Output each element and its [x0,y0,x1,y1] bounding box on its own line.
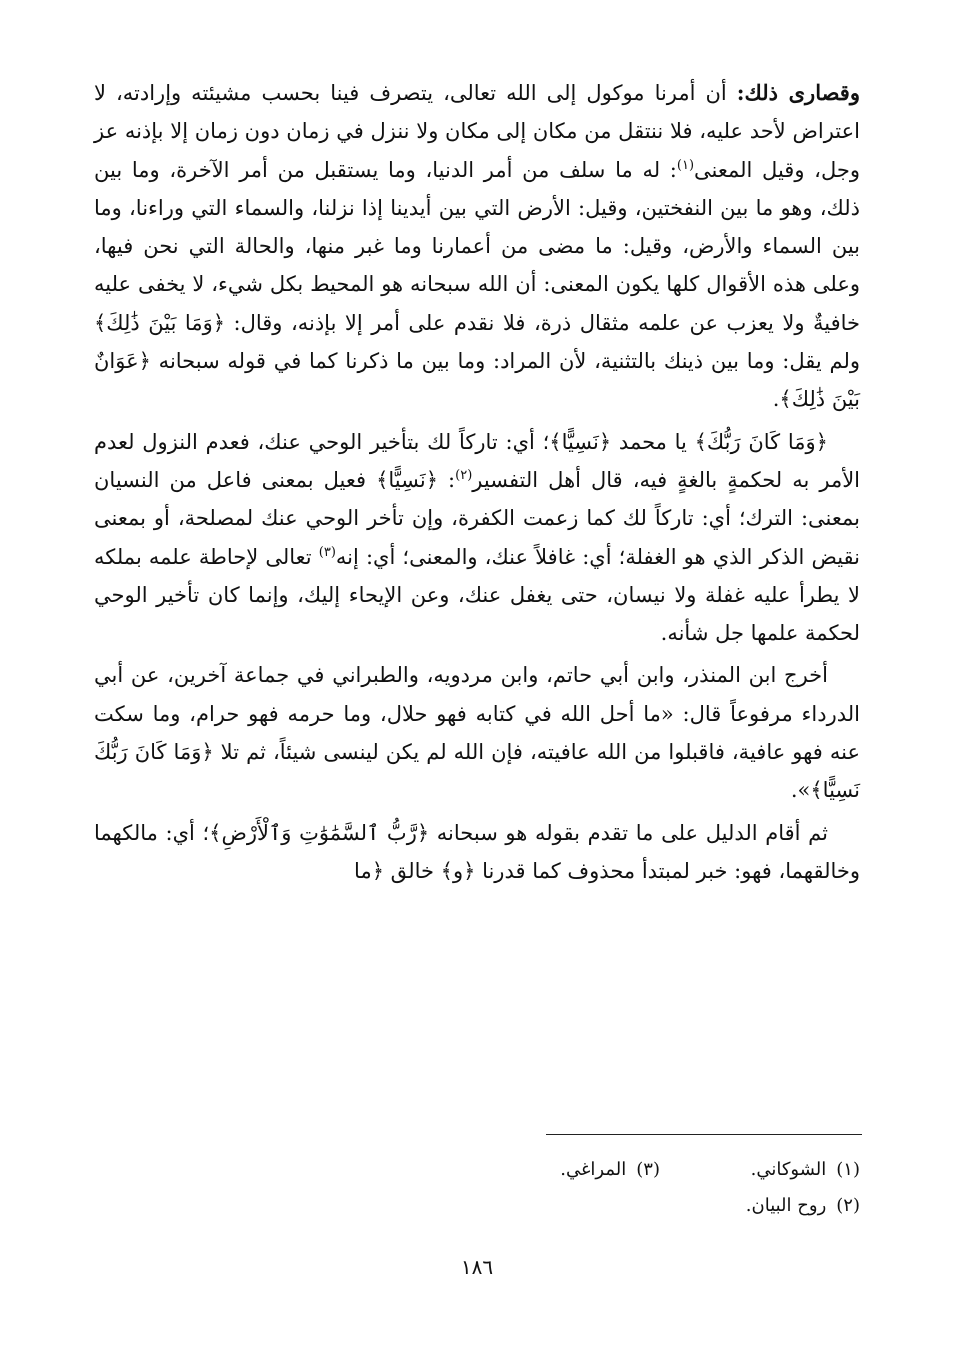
footnote-ref-2: (٢) [455,467,473,483]
footnote-number: (٢) [836,1195,860,1216]
footnotes [94,1152,860,1224]
footnote-row [94,1152,860,1188]
footnote-text: روح البيان. [745,1195,827,1216]
paragraph-3 [94,656,860,809]
footnote-row [94,1188,860,1224]
paragraph-text: : ﴿نَسِيًّا﴾ فعيل بمعنى فاعل من النسيان بمعنى: الترك؛ أي: تاركاً لك كما زعمت الكفرة، وإن تأخر الوحي عنك لمصلحة، أو بمعنى نقيض الذكر الذي هو الغفلة؛ أي: غافلاً عنك، والمعنى؛ أي: إنه [94,467,860,569]
paragraph-4 [94,814,860,891]
main-text [94,74,860,894]
footnote-text: المراغي. [560,1159,627,1180]
footnote-1 [660,1152,860,1188]
paragraph-text: تعالى لإحاطة علمه بملكه لا يطرأ عليه غفلة ولا نيسان، حتى يغفل عنك، وعن الإيحاء إليك، وإنما كان تأخير الوحي لحكمة علمها جل شأنه. [94,544,860,646]
paragraph-1 [94,74,860,419]
footnote-divider [546,1134,862,1135]
paragraph-text: ﴿وَمَا كَانَ رَبُّكَ﴾ يا محمد ﴿نَسِيًّا﴾؛ أي: تاركاً لك بتأخير الوحي عنك، فعدم النزول لعدم الأمر به لحكمةٍ بالغةٍ فيه، قال أهل التفسير [94,429,861,492]
paragraph-2 [94,423,860,653]
paragraph-text: : له ما سلف من أمر الدنيا، وما يستقبل من أمر الآخرة، وما بين ذلك، وهو ما بين النفختين، وقيل: الأرض التي بين أيدينا إذا نزلنا، والسماء التي وراءنا، وما بين السماء والأرض، وقيل: ما مضى من أعمارنا وما غبر منها، والحالة التي نحن فيها، وعلى هذه الأقوال كلها يكون المعنى: أن الله سبحانه هو المحيط بكل شيء، لا يخفى عليه خافيةٌ ولا يعزب عن علمه مثقال ذرة، فلا نقدم على أمر إلا بإذنه، وقال: ﴿وَمَا بَيْنَ ذَٰلِكَ﴾ ولم يقل: وما بين ذينك بالتثنية، لأن المراد: وما بين ما ذكرنا كما في قوله سبحانه ﴿عَوَانٌ بَيْنَ ذَٰلِكَ﴾. [94,157,860,412]
page-number: ١٨٦ [460,1255,494,1279]
paragraph-text: أن أمرنا موكول إلى الله تعالى، يتصرف فينا بحسب مشيئته وإرادته، لا اعتراض لأحد عليه، فلا ننتقل من مكان إلى مكان ولا ننزل في زمان دون زمان إلا بإذنه عز وجل، وقيل المعنى [94,81,860,182]
paragraph-text: ثم أقام الدليل على ما تقدم بقوله هو سبحانه ﴿رَّبُّ ٱلسَّمَٰوَٰتِ وَٱلْأَرْضِ﴾؛ أي: مالكهما وخالقهما، فهو: خبر لمبتدأ محذوف كما قدرنا ﴿و﴾ خالق ﴿ما [94,820,860,883]
footnote-ref-3: (٣) [318,544,336,560]
paragraph-lead: وقصارى ذلك: [736,80,860,105]
footnote-3 [560,1152,660,1188]
footnote-2 [660,1188,860,1224]
footnote-number: (٣) [636,1159,660,1180]
footnote-number: (١) [836,1159,860,1180]
footnote-text: الشوكاني. [750,1159,827,1180]
paragraph-text: أخرج ابن المنذر، وابن أبي حاتم، وابن مردويه، والطبراني في جماعة آخرين، عن أبي الدرداء مرفوعاً قال: «ما أحل الله في كتابه فهو حلال، وما حرمه فهو حرام، وما سكت عنه فهو عافية، فاقبلوا من الله عافيته، فإن الله لم يكن لينسى شيئاً، ثم تلا ﴿وَمَا كَانَ رَبُّكَ نَسِيًّا﴾». [94,663,860,803]
footnote-ref-1: (١) [676,157,695,173]
